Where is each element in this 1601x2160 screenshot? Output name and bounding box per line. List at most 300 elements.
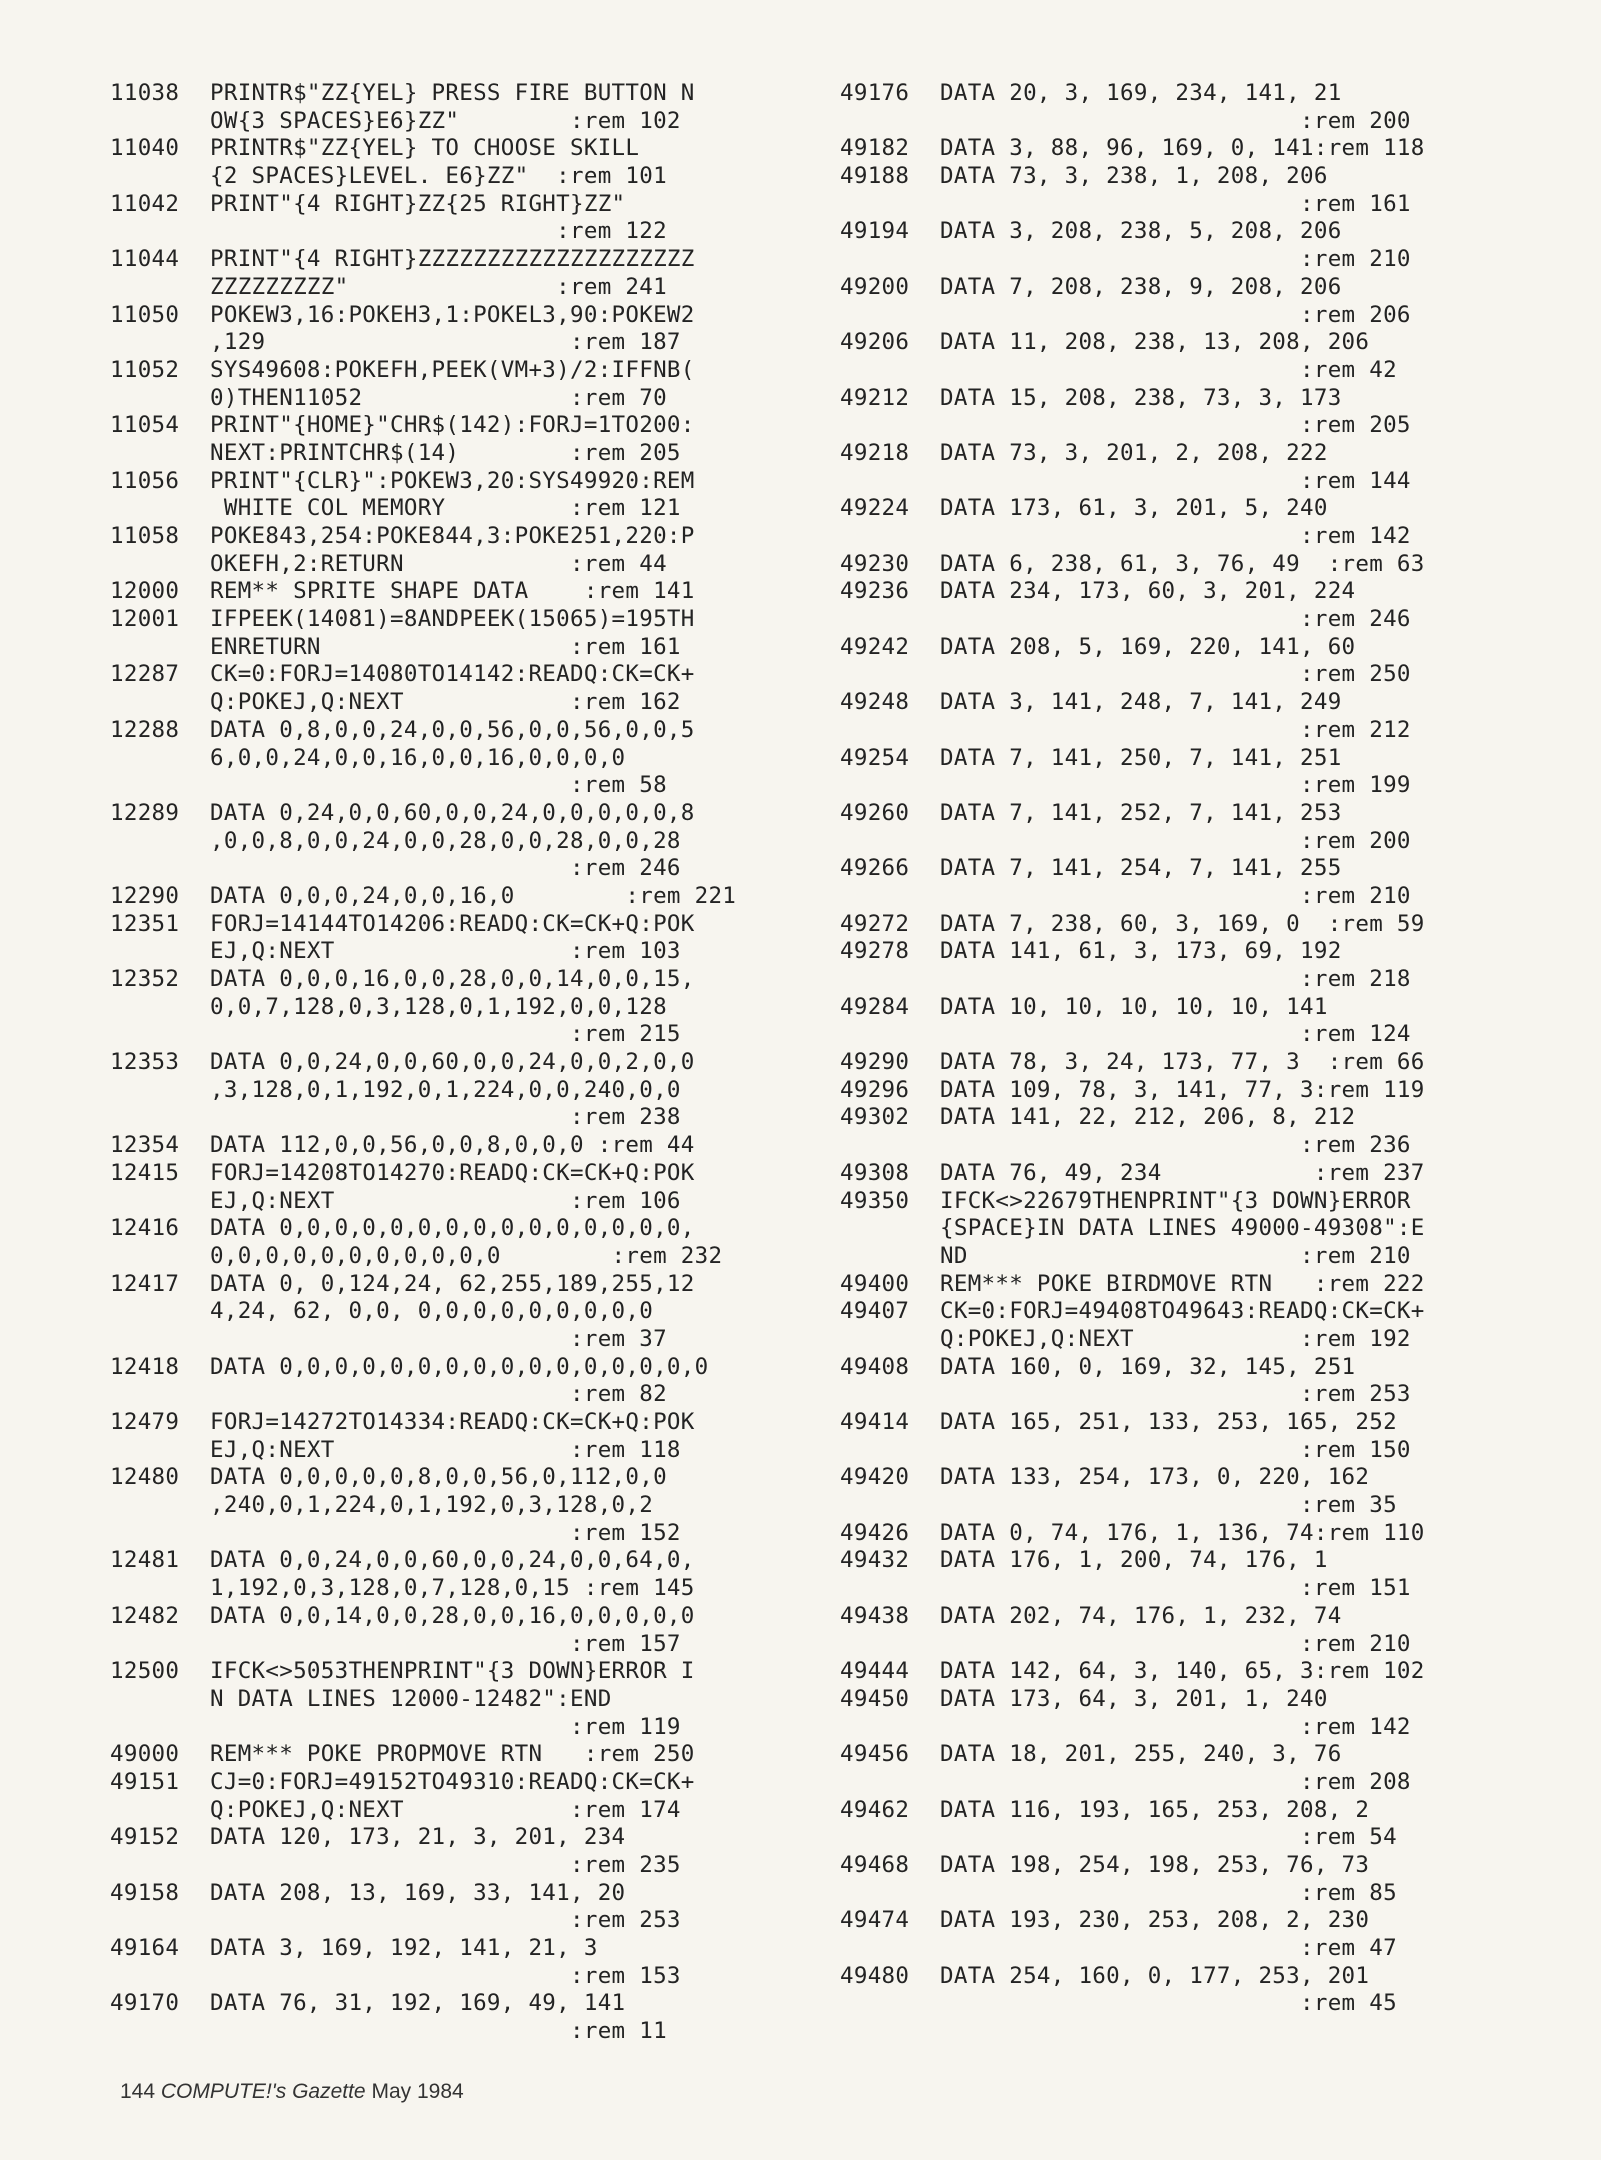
line-number: 49236	[840, 578, 910, 605]
listing-line	[110, 1077, 800, 1105]
line-code: IFPEEK(14081)=8ANDPEEK(15065)=195TH	[210, 606, 695, 633]
line-code: DATA 0,0,0,0,0,8,0,0,56,0,112,0,0	[210, 1464, 667, 1491]
line-number	[110, 1021, 210, 1049]
listing-line	[840, 1658, 1530, 1686]
line-number	[840, 1769, 940, 1797]
listing-line	[110, 578, 800, 606]
line-code: :rem 208	[940, 1768, 1411, 1795]
line-number	[110, 1243, 210, 1271]
line-number	[110, 938, 210, 966]
listing-line	[840, 1769, 1530, 1797]
line-number	[840, 772, 940, 800]
listing-line	[840, 1603, 1530, 1631]
line-code: N DATA LINES 12000-12482":END	[210, 1685, 612, 1712]
listing-line	[840, 772, 1530, 800]
line-number	[110, 1437, 210, 1465]
listing-line	[840, 1714, 1530, 1742]
line-code: DATA 7, 238, 60, 3, 169, 0 :rem 59	[940, 910, 1425, 937]
line-code: Q:POKEJ,Q:NEXT :rem 174	[210, 1796, 681, 1823]
listing-line	[840, 385, 1530, 413]
line-code: :rem 236	[940, 1132, 1411, 1159]
line-code: DATA 73, 3, 201, 2, 208, 222	[940, 439, 1328, 466]
line-number: 12482	[110, 1602, 180, 1629]
line-code: DATA 78, 3, 24, 173, 77, 3 :rem 66	[940, 1049, 1425, 1076]
line-code: DATA 76, 31, 192, 169, 49, 141	[210, 1990, 626, 2017]
line-code: DATA 0,0,0,0,0,0,0,0,0,0,0,0,0,0,0,0	[210, 1353, 709, 1380]
listing-line	[840, 495, 1530, 523]
line-code: 6,0,0,24,0,0,16,0,0,16,0,0,0,0	[210, 744, 626, 771]
line-number	[840, 1880, 940, 1908]
line-code: DATA 11, 208, 238, 13, 208, 206	[940, 329, 1370, 356]
line-code: DATA 254, 160, 0, 177, 253, 201	[940, 1962, 1370, 1989]
listing-line	[110, 1492, 800, 1520]
line-code: DATA 208, 13, 169, 33, 141, 20	[210, 1879, 626, 1906]
listing-line	[840, 218, 1530, 246]
line-number	[110, 1631, 210, 1659]
line-code: {2 SPACES}LEVEL. E6}ZZ" :rem 101	[210, 163, 667, 190]
listing-line	[110, 800, 800, 828]
listing-line	[840, 80, 1530, 108]
line-number: 12418	[110, 1353, 180, 1380]
line-code: DATA 109, 78, 3, 141, 77, 3:rem 119	[940, 1076, 1425, 1103]
line-code: DATA 0, 74, 176, 1, 136, 74:rem 110	[940, 1519, 1425, 1546]
line-code: :rem 200	[940, 827, 1411, 854]
line-code: DATA 198, 254, 198, 253, 76, 73	[940, 1852, 1370, 1878]
line-number	[110, 1852, 210, 1880]
line-code: DATA 0, 0,124,24, 62,255,189,255,12	[210, 1270, 695, 1297]
listing-line	[840, 634, 1530, 662]
line-number	[110, 385, 210, 413]
line-code: DATA 173, 64, 3, 201, 1, 240	[940, 1685, 1328, 1712]
line-code: :rem 199	[940, 772, 1411, 799]
line-number: 49480	[840, 1962, 910, 1989]
line-number	[110, 551, 210, 579]
listing-line	[110, 551, 800, 579]
line-code: REM*** POKE BIRDMOVE RTN :rem 222	[940, 1270, 1425, 1297]
line-code: DATA 160, 0, 169, 32, 145, 251	[940, 1353, 1356, 1380]
line-number: 49248	[840, 689, 910, 716]
line-number	[110, 1907, 210, 1935]
line-code: EJ,Q:NEXT :rem 118	[210, 1436, 681, 1463]
listing-line	[110, 828, 800, 856]
line-code: DATA 141, 22, 212, 206, 8, 212	[940, 1104, 1356, 1131]
line-number: 49152	[110, 1824, 180, 1851]
line-number	[840, 1824, 940, 1852]
line-number: 49468	[840, 1852, 910, 1878]
line-number: 12287	[110, 661, 180, 688]
listing-line	[110, 440, 800, 468]
listing-line	[110, 606, 800, 634]
line-number: 49151	[110, 1768, 180, 1795]
listing-line	[110, 772, 800, 800]
line-number: 49290	[840, 1049, 910, 1076]
listing-line	[110, 1797, 800, 1825]
listing-line	[840, 1990, 1530, 2018]
line-number: 49420	[840, 1464, 910, 1491]
listing-line	[840, 1243, 1530, 1271]
line-code: 0)THEN11052 :rem 70	[210, 384, 667, 411]
listing-line	[840, 246, 1530, 274]
listing-line	[840, 1631, 1530, 1659]
line-number	[840, 1215, 940, 1243]
line-code: ,129 :rem 187	[210, 329, 681, 356]
listing-line	[110, 495, 800, 523]
line-number: 49254	[840, 744, 910, 771]
line-code: DATA 120, 173, 21, 3, 201, 234	[210, 1824, 626, 1851]
listing-line	[110, 1686, 800, 1714]
listing-line	[110, 1464, 800, 1492]
line-number: 12354	[110, 1132, 180, 1159]
line-number: 12352	[110, 966, 180, 992]
line-code: ,240,0,1,224,0,1,192,0,3,128,0,2	[210, 1492, 654, 1519]
line-code: DATA 165, 251, 133, 253, 165, 252	[940, 1409, 1397, 1435]
line-number: 11052	[110, 356, 180, 383]
line-code: DATA 7, 141, 252, 7, 141, 253	[940, 799, 1342, 826]
line-code: PRINTR$"ZZ{YEL} TO CHOOSE SKILL	[210, 135, 640, 162]
listing-line	[110, 966, 800, 994]
line-code: PRINTR$"ZZ{YEL} PRESS FIRE BUTTON N	[210, 80, 695, 106]
line-code: DATA 133, 254, 173, 0, 220, 162	[940, 1464, 1370, 1491]
line-number	[110, 772, 210, 800]
listing-line	[840, 1492, 1530, 1520]
line-number	[110, 108, 210, 136]
listing-line	[840, 163, 1530, 191]
listing-line	[840, 274, 1530, 302]
listing-line	[110, 218, 800, 246]
line-number	[110, 329, 210, 357]
line-code: PRINT"{CLR}":POKEW3,20:SYS49920:REM	[210, 467, 695, 494]
line-number	[840, 828, 940, 856]
listing-line	[110, 911, 800, 939]
listing-line	[840, 468, 1530, 496]
line-code: :rem 82	[210, 1381, 667, 1408]
listing-line	[110, 1298, 800, 1326]
line-number: 12416	[110, 1215, 180, 1242]
listing-line	[110, 1575, 800, 1603]
line-number	[110, 1492, 210, 1520]
line-number: 49182	[840, 135, 910, 162]
line-code: WHITE COL MEMORY :rem 121	[210, 495, 681, 522]
line-number	[110, 1520, 210, 1548]
listing-line	[840, 108, 1530, 136]
line-number: 49426	[840, 1519, 910, 1546]
line-code: DATA 3, 169, 192, 141, 21, 3	[210, 1935, 598, 1962]
line-code: :rem 54	[940, 1824, 1397, 1851]
line-code: :rem 250	[940, 661, 1411, 688]
listing-line	[110, 1049, 800, 1077]
issue-date: May 1984	[371, 2080, 464, 2103]
line-code: DATA 0,24,0,0,60,0,0,24,0,0,0,0,0,8	[210, 799, 695, 826]
line-number	[110, 2018, 210, 2046]
listing-line	[840, 357, 1530, 385]
line-code: DATA 142, 64, 3, 140, 65, 3:rem 102	[940, 1658, 1425, 1685]
line-code: :rem 200	[940, 107, 1411, 134]
line-code: OKEFH,2:RETURN :rem 44	[210, 550, 667, 577]
listing-line	[110, 1658, 800, 1686]
page-footer	[120, 2080, 464, 2104]
line-code: PRINT"{4 RIGHT}ZZZZZZZZZZZZZZZZZZZZ	[210, 246, 695, 273]
listing-line	[110, 1409, 800, 1437]
line-code: DATA 176, 1, 200, 74, 176, 1	[940, 1547, 1328, 1574]
listing-line	[840, 911, 1530, 939]
listing-line	[110, 661, 800, 689]
listing-line	[840, 1188, 1530, 1216]
line-number: 49414	[840, 1409, 910, 1435]
line-number	[840, 717, 940, 745]
listing-line	[110, 246, 800, 274]
listing-line	[840, 717, 1530, 745]
line-code: DATA 3, 141, 248, 7, 141, 249	[940, 689, 1342, 716]
line-code: ,3,128,0,1,192,0,1,224,0,0,240,0,0	[210, 1076, 681, 1103]
line-number	[110, 274, 210, 302]
line-code: DATA 0,0,24,0,0,60,0,0,24,0,0,2,0,0	[210, 1049, 695, 1076]
line-code: SYS49608:POKEFH,PEEK(VM+3)/2:IFFNB(	[210, 356, 695, 383]
line-code: DATA 6, 238, 61, 3, 76, 49 :rem 63	[940, 550, 1425, 577]
listing-line	[110, 1381, 800, 1409]
line-number: 49456	[840, 1741, 910, 1768]
line-code: :rem 253	[210, 1907, 681, 1934]
line-code: :rem 142	[940, 523, 1411, 549]
listing-line	[110, 1520, 800, 1548]
listing-line	[840, 1160, 1530, 1188]
listing-line	[840, 1077, 1530, 1105]
line-code: OW{3 SPACES}E6}ZZ" :rem 102	[210, 107, 681, 134]
line-code: :rem 215	[210, 1021, 681, 1048]
line-number: 49266	[840, 855, 910, 882]
line-code: REM** SPRITE SHAPE DATA :rem 141	[210, 578, 695, 605]
listing-line	[110, 855, 800, 883]
line-number	[840, 1437, 940, 1465]
line-code: REM*** POKE PROPMOVE RTN :rem 250	[210, 1741, 695, 1768]
line-number: 11038	[110, 80, 180, 106]
listing-line	[110, 108, 800, 136]
listing-line	[110, 302, 800, 330]
listing-line	[840, 606, 1530, 634]
listing-line	[840, 1298, 1530, 1326]
line-number	[110, 1797, 210, 1825]
listing-line	[110, 717, 800, 745]
listing-line	[840, 1963, 1530, 1991]
listing-line	[110, 80, 800, 108]
line-number: 49296	[840, 1076, 910, 1103]
line-code: DATA 112,0,0,56,0,0,8,0,0,0 :rem 44	[210, 1132, 695, 1159]
listing-line	[840, 578, 1530, 606]
line-code: DATA 141, 61, 3, 173, 69, 192	[940, 938, 1342, 965]
line-number: 49200	[840, 273, 910, 300]
line-number	[840, 357, 940, 385]
line-code: DATA 0,0,0,16,0,0,28,0,0,14,0,0,15,	[210, 966, 695, 992]
line-number	[840, 412, 940, 440]
listing-line	[110, 1021, 800, 1049]
line-number: 49224	[840, 495, 910, 522]
listing-line	[110, 1326, 800, 1354]
line-code: PRINT"{HOME}"CHR$(142):FORJ=1TO200:	[210, 412, 695, 439]
listing-line	[840, 1852, 1530, 1880]
listing-line	[110, 1354, 800, 1382]
listing-line	[840, 1381, 1530, 1409]
listing-line	[110, 1990, 800, 2018]
line-code: Q:POKEJ,Q:NEXT :rem 192	[940, 1325, 1411, 1352]
listing-line	[840, 661, 1530, 689]
line-number: 12351	[110, 910, 180, 937]
line-number	[840, 1714, 940, 1742]
line-code: :rem 206	[940, 301, 1411, 328]
line-code: :rem 35	[940, 1492, 1397, 1519]
listing-line	[840, 883, 1530, 911]
line-number: 49230	[840, 550, 910, 577]
line-number	[840, 108, 940, 136]
line-number: 49212	[840, 384, 910, 411]
line-code: :rem 152	[210, 1519, 681, 1546]
line-code: DATA 173, 61, 3, 201, 5, 240	[940, 495, 1328, 522]
line-number: 49450	[840, 1685, 910, 1712]
line-number	[840, 1326, 940, 1354]
line-code: :rem 253	[940, 1381, 1411, 1408]
line-number	[840, 1990, 940, 2018]
line-number: 49444	[840, 1658, 910, 1685]
listing-line	[110, 1215, 800, 1243]
line-number	[840, 468, 940, 496]
line-number	[110, 1077, 210, 1105]
line-number: 12417	[110, 1270, 180, 1297]
listing-line	[110, 689, 800, 717]
line-number	[110, 855, 210, 883]
line-code: :rem 157	[210, 1630, 681, 1657]
line-code: IFCK<>22679THENPRINT"{3 DOWN}ERROR	[940, 1187, 1411, 1214]
listing-line	[110, 1631, 800, 1659]
listing-line	[840, 523, 1530, 551]
line-code: :rem 161	[940, 190, 1411, 217]
line-code: :rem 124	[940, 1021, 1411, 1048]
line-code: DATA 208, 5, 169, 220, 141, 60	[940, 633, 1356, 660]
listing-line	[840, 745, 1530, 773]
line-code: DATA 0,0,24,0,0,60,0,0,24,0,0,64,0,	[210, 1547, 695, 1574]
line-number: 49284	[840, 993, 910, 1020]
line-number: 11054	[110, 412, 180, 439]
listing-line	[840, 1021, 1530, 1049]
listing-line	[840, 1132, 1530, 1160]
line-code: DATA 234, 173, 60, 3, 201, 224	[940, 578, 1356, 605]
line-number: 11058	[110, 523, 180, 549]
listing-line	[110, 1271, 800, 1299]
line-code: ,0,0,8,0,0,24,0,0,28,0,0,28,0,0,28	[210, 827, 681, 854]
line-code: Q:POKEJ,Q:NEXT :rem 162	[210, 689, 681, 716]
line-number: 49000	[110, 1741, 180, 1768]
line-number: 12290	[110, 882, 180, 909]
listing-line	[840, 994, 1530, 1022]
listing-line	[840, 828, 1530, 856]
line-code: DATA 76, 49, 234 :rem 237	[940, 1159, 1425, 1186]
line-code: :rem 246	[210, 855, 681, 882]
line-number	[840, 661, 940, 689]
line-code: DATA 116, 193, 165, 253, 208, 2	[940, 1796, 1370, 1823]
line-number: 11050	[110, 301, 180, 328]
line-number: 12481	[110, 1547, 180, 1574]
line-number	[840, 1243, 940, 1271]
line-code: :rem 58	[210, 772, 667, 799]
line-number: 49188	[840, 163, 910, 190]
listing-line	[840, 1547, 1530, 1575]
listing-line	[840, 302, 1530, 330]
listing-column-right	[840, 80, 1530, 2018]
listing-line	[840, 1824, 1530, 1852]
listing-line	[110, 135, 800, 163]
line-number: 49308	[840, 1159, 910, 1186]
line-number	[110, 1714, 210, 1742]
line-code: ZZZZZZZZZ" :rem 241	[210, 273, 667, 300]
listing-line	[110, 329, 800, 357]
line-number	[110, 1575, 210, 1603]
line-number: 49272	[840, 910, 910, 937]
line-number: 49158	[110, 1879, 180, 1906]
line-code: DATA 202, 74, 176, 1, 232, 74	[940, 1602, 1342, 1629]
listing-column-left	[110, 80, 800, 2046]
listing-line	[840, 135, 1530, 163]
line-number	[110, 1686, 210, 1714]
line-code: ND :rem 210	[940, 1242, 1411, 1269]
line-code: DATA 0,8,0,0,24,0,0,56,0,0,56,0,0,5	[210, 716, 695, 743]
listing-line	[110, 1104, 800, 1132]
line-code: :rem 153	[210, 1962, 681, 1989]
line-code: DATA 7, 141, 254, 7, 141, 255	[940, 855, 1342, 882]
listing-line	[840, 1575, 1530, 1603]
listing-line	[110, 2018, 800, 2046]
line-number	[840, 1935, 940, 1963]
line-code: DATA 73, 3, 238, 1, 208, 206	[940, 163, 1328, 190]
listing-line	[840, 412, 1530, 440]
line-code: IFCK<>5053THENPRINT"{3 DOWN}ERROR I	[210, 1658, 695, 1685]
line-code: CJ=0:FORJ=49152TO49310:READQ:CK=CK+	[210, 1768, 695, 1795]
line-code: FORJ=14272TO14334:READQ:CK=CK+Q:POK	[210, 1409, 695, 1435]
listing-line	[110, 1603, 800, 1631]
line-number	[840, 1021, 940, 1049]
line-code: :rem 212	[940, 716, 1411, 743]
line-code: CK=0:FORJ=14080TO14142:READQ:CK=CK+	[210, 661, 695, 688]
line-number: 49350	[840, 1187, 910, 1214]
line-number: 11044	[110, 246, 180, 273]
line-code: :rem 150	[940, 1436, 1411, 1463]
line-number: 49278	[840, 938, 910, 965]
line-number: 12001	[110, 606, 180, 633]
listing-line	[110, 938, 800, 966]
line-code: DATA 0,0,0,24,0,0,16,0 :rem 221	[210, 882, 737, 909]
line-code: :rem 210	[940, 882, 1411, 909]
listing-line	[840, 1686, 1530, 1714]
line-code: :rem 218	[940, 966, 1411, 992]
line-code: :rem 144	[940, 467, 1411, 494]
listing-line	[840, 329, 1530, 357]
line-code: FORJ=14144TO14206:READQ:CK=CK+Q:POK	[210, 910, 695, 937]
line-number	[110, 634, 210, 662]
listing-line	[840, 440, 1530, 468]
listing-line	[110, 1741, 800, 1769]
line-code: POKE843,254:POKE844,3:POKE251,220:P	[210, 523, 695, 549]
listing-line	[840, 1935, 1530, 1963]
line-code: DATA 3, 88, 96, 169, 0, 141:rem 118	[940, 135, 1425, 162]
listing-line	[110, 468, 800, 496]
line-number: 49170	[110, 1990, 180, 2017]
line-code: :rem 47	[940, 1935, 1397, 1962]
line-code: :rem 42	[940, 356, 1397, 383]
listing-line	[110, 1714, 800, 1742]
line-number	[110, 745, 210, 773]
listing-line	[110, 523, 800, 551]
listing-line	[840, 855, 1530, 883]
line-code: DATA 20, 3, 169, 234, 141, 21	[940, 80, 1342, 106]
line-number	[110, 828, 210, 856]
line-number: 49432	[840, 1547, 910, 1574]
line-number: 11040	[110, 135, 180, 162]
